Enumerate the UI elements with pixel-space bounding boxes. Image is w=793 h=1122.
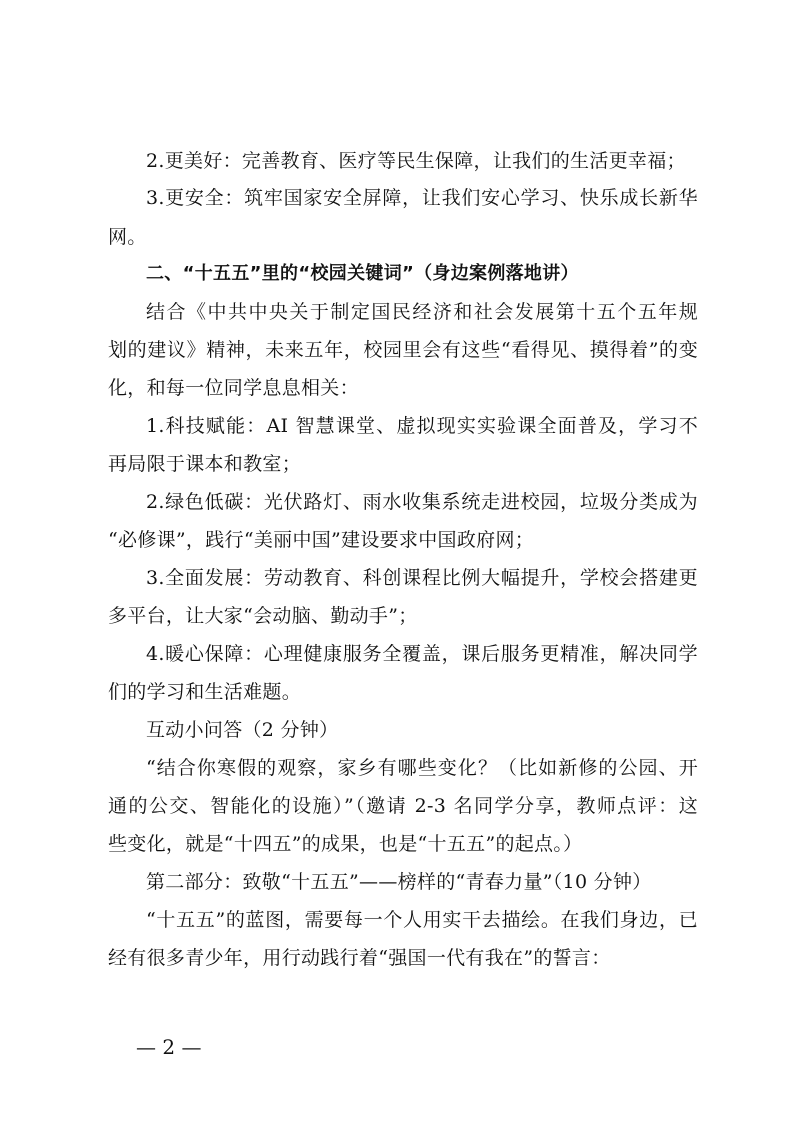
text-line: 3.更安全：筑牢国家安全屏障，让我们安心学习、快乐成长新华 xyxy=(146,187,698,209)
text-line: 2.更美好：完善教育、医疗等民生保障，让我们的生活更幸福； xyxy=(146,150,686,172)
text-line: 第二部分：致敬“十五五”——榜样的“青春力量”（10 分钟） xyxy=(146,871,652,893)
text-line: “十五五”的蓝图，需要每一个人用实干去描绘。在我们身边，已 xyxy=(146,909,698,931)
text-line: 互动小问答（2 分钟） xyxy=(146,719,339,741)
text-line: 4.暖心保障：心理健康服务全覆盖，课后服务更精准，解决同学 xyxy=(146,643,698,665)
text-line: 3.全面发展：劳动教育、科创课程比例大幅提升，学校会搭建更 xyxy=(146,567,698,589)
text-line: 2.绿色低碳：光伏路灯、雨水收集系统走进校园，垃圾分类成为 xyxy=(146,491,698,513)
text-line: 们的学习和生活难题。 xyxy=(108,681,302,703)
text-line: “必修课”，践行“美丽中国”建设要求中国政府网； xyxy=(108,529,535,551)
text-line: “结合你寒假的观察，家乡有哪些变化？（比如新修的公园、开 xyxy=(146,757,698,779)
text-line: 经有很多青少年，用行动践行着“强国一代有我在”的誓言： xyxy=(108,947,611,969)
page-number: — 2 — xyxy=(136,1035,202,1059)
text-line: 划的建议》精神，未来五年，校园里会有这些“看得见、摸得着”的变 xyxy=(108,339,698,361)
section-heading: 二、“十五五”里的“校园关键词”（身边案例落地讲） xyxy=(146,263,579,284)
text-line: 化，和每一位同学息息相关： xyxy=(108,377,359,399)
text-line: 网。 xyxy=(108,226,147,248)
text-line: 结合《中共中央关于制定国民经济和社会发展第十五个五年规 xyxy=(146,301,698,323)
text-line: 些变化，就是“十四五”的成果，也是“十五五”的起点。） xyxy=(108,833,583,855)
text-line: 再局限于课本和教室； xyxy=(108,453,302,475)
text-line: 1.科技赋能：AI 智慧课堂、虚拟现实实验课全面普及，学习不 xyxy=(146,415,698,437)
text-line: 多平台，让大家“会动脑、勤动手”； xyxy=(108,605,418,627)
text-line: 通的公交、智能化的设施）”（邀请 2-3 名同学分享，教师点评：这 xyxy=(108,795,698,817)
